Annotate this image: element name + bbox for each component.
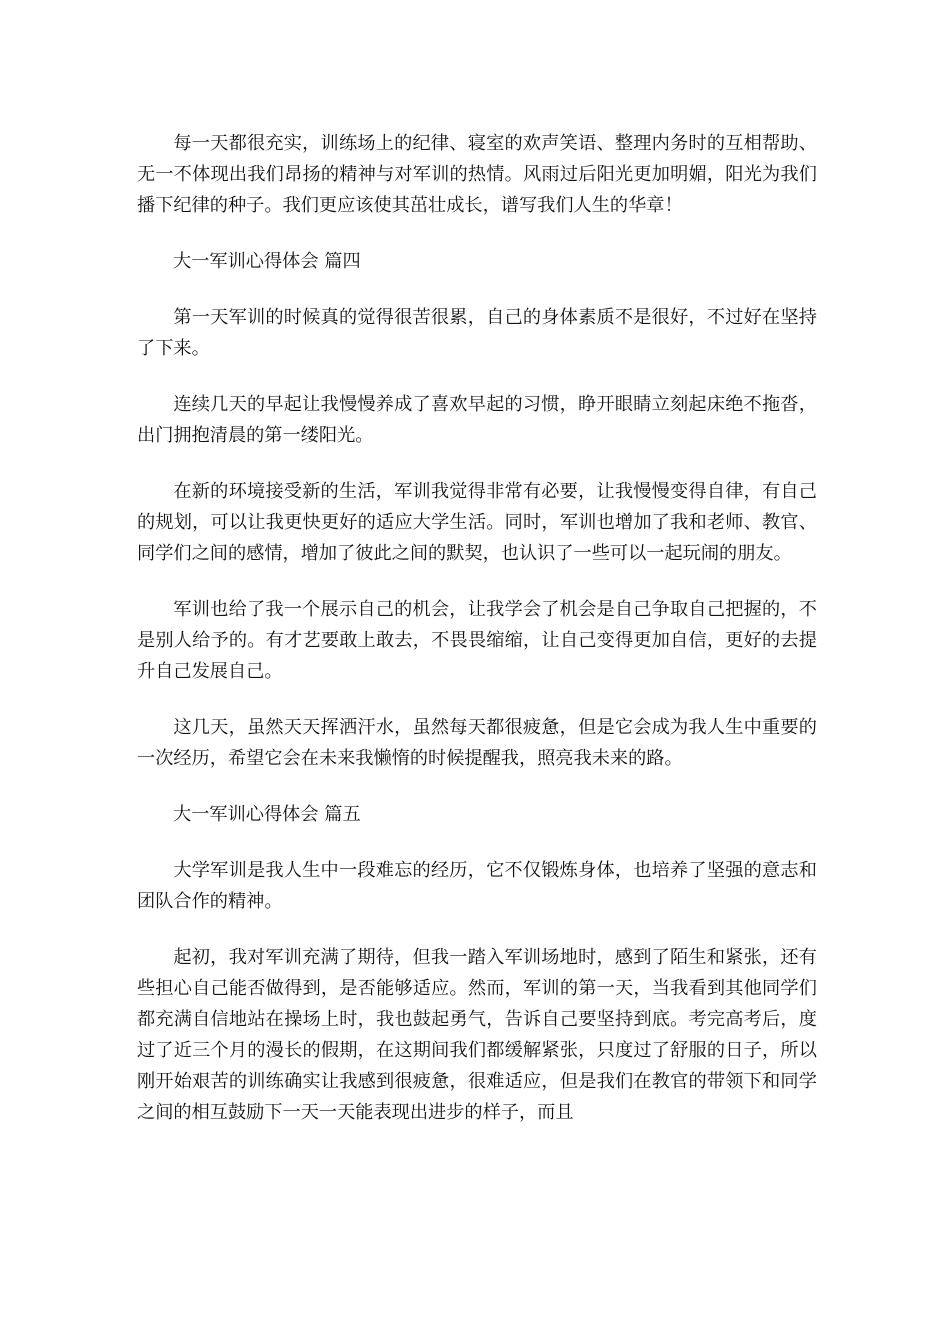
section-heading: 大一军训心得体会 篇四 [173,251,361,272]
paragraph: 在新的环境接受新的生活，军训我觉得非常有必要，让我慢慢变得自律，有自己的规划，可以让我更快更好的适应大学生活。同时，军训也增加了我和老师、教官、同学们之间的感情，增加了彼此之间的默契，也认识了一些可以一起玩闹的朋友。 [137,481,817,564]
paragraph: 起初，我对军训充满了期待，但我一踏入军训场地时，感到了陌生和紧张，还有些担心自己能否做得到，是否能够适应。然而，军训的第一天，当我看到其他同学们都充满自信地站在操场上时，我也鼓起勇气，告诉自己要坚持到底。考完高考后，度过了近三个月的漫长的假期，在这期间我们都缓解紧张，只度过了舒服的日子，所以刚开始艰苦的训练确实让我感到很疲惫，很难适应，但是我们在教官的带领下和同学之间的相互鼓励下一天一天能表现出进步的样子，而且 [137,947,817,1123]
paragraph: 每一天都很充实，训练场上的纪律、寝室的欢声笑语、整理内务时的互相帮助、无一不体现出我们昂扬的精神与对军训的热情。风雨过后阳光更加明媚，阳光为我们播下纪律的种子。我们更应该使其茁壮成长，谱写我们人生的华章！ [137,133,817,216]
section-heading: 大一军训心得体会 篇五 [173,804,361,825]
paragraph: 连续几天的早起让我慢慢养成了喜欢早起的习惯，睁开眼睛立刻起床绝不拖沓，出门拥抱清晨的第一缕阳光。 [137,394,817,446]
paragraph: 军训也给了我一个展示自己的机会，让我学会了机会是自己争取自己把握的，不是别人给予的。有才艺要敢上敢去，不畏畏缩缩，让自己变得更加自信，更好的去提升自己发展自己。 [137,599,817,682]
paragraph: 大学军训是我人生中一段难忘的经历，它不仅锻炼身体，也培养了坚强的意志和团队合作的精神。 [137,860,817,912]
paragraph: 这几天，虽然天天挥洒汗水，虽然每天都很疲惫，但是它会成为我人生中重要的一次经历，希望它会在未来我懒惰的时候提醒我，照亮我未来的路。 [137,717,817,769]
document-body [137,128,817,1153]
paragraph: 第一天军训的时候真的觉得很苦很累，自己的身体素质不是很好，不过好在坚持了下来。 [137,307,817,359]
